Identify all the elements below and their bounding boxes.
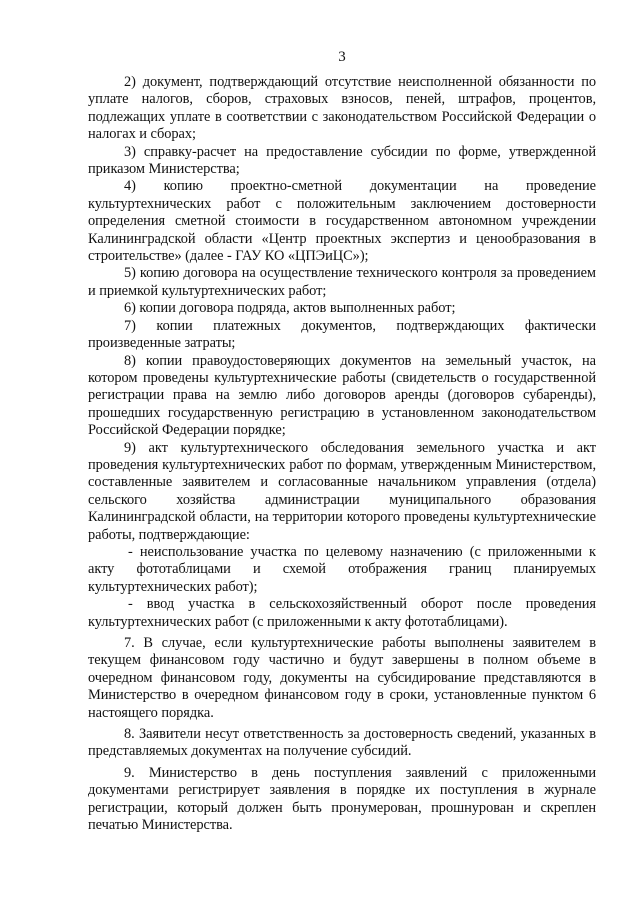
item-3-subsidy-calculation: 3) справку-расчет на предоставление субсидии по форме, утвержденной приказом Министерства; bbox=[88, 143, 596, 178]
item-7-payment-documents: 7) копии платежных документов, подтверждающих фактически произведенные затраты; bbox=[88, 317, 596, 352]
clause-8-responsibility: 8. Заявители несут ответственность за достоверность сведений, указанных в представляемых документах на получение субсидий. bbox=[88, 726, 596, 760]
sub-item-agricultural-use: - ввод участка в сельскохозяйственный оборот после проведения культуртехнических работ (с приложенными к акту фототаблицами). bbox=[88, 596, 596, 630]
item-6-contract-copies: 6) копии договора подряда, актов выполненных работ; bbox=[124, 300, 456, 317]
item-5-technical-control-contract: 5) копию договора на осуществление технического контроля за проведением и приемкой культуртехнических работ; bbox=[88, 265, 596, 299]
item-4-design-documentation: 4) копию проектно-сметной документации на проведение культуртехнических работ с положительным заключением достоверности определения сметной стоимости в государственном автономном учреждении Калининградской области «Центр проектных экспертиз и ценообразования в строительстве» (далее - ГАУ КО «ЦПЭиЦС»); bbox=[88, 178, 596, 265]
item-2-tax-document: 2) документ, подтверждающий отсутствие неисполненной обязанности по уплате налогов, сборов, страховых взносов, пеней, штрафов, процентов, подлежащих уплате в соответствии с законодательством Российской Федерации о налогах и сборах; bbox=[88, 74, 596, 143]
document-page bbox=[88, 48, 596, 834]
clause-9-registration: 9. Министерство в день поступления заявлений с приложенными документами регистрирует заявления в порядке их поступления в журнале регистрации, который должен быть пронумерован, прошнурован и скреплен печатью Министерства. bbox=[88, 764, 596, 834]
sub-item-non-use: - неиспользование участка по целевому назначению (с приложенными к акту фототаблицами и схемой отображения границ планируемых культуртехнических работ); bbox=[88, 543, 596, 595]
page-number: 3 bbox=[338, 49, 346, 65]
item-8-land-documents: 8) копии правоудостоверяющих документов на земельный участок, на котором проведены культуртехнические работы (свидетельств о государственной регистрации права на землю либо договоров аренды (договоров субаренды), прошедших государственную регистрацию в установленном законодательством Российской Федерации порядке; bbox=[88, 352, 596, 439]
item-9-survey-act: 9) акт культуртехнического обследования земельного участка и акт проведения культуртехнических работ по формам, утвержденным Министерством, составленные заявителем и согласованные начальником управления (отдела) сельского хозяйства администрации муниципального образования Калининградской области, на территории которого проведены культуртехнические работы, подтверждающие: bbox=[88, 439, 596, 543]
clause-7-partial-completion: 7. В случае, если культуртехнические работы выполнены заявителем в текущем финансовом году частично и будут завершены в полном объеме в очередном финансовом году, документы на субсидирование представляются в Министерство в очередном финансовом году в сроки, установленные пунктом 6 настоящего порядка. bbox=[88, 635, 596, 721]
